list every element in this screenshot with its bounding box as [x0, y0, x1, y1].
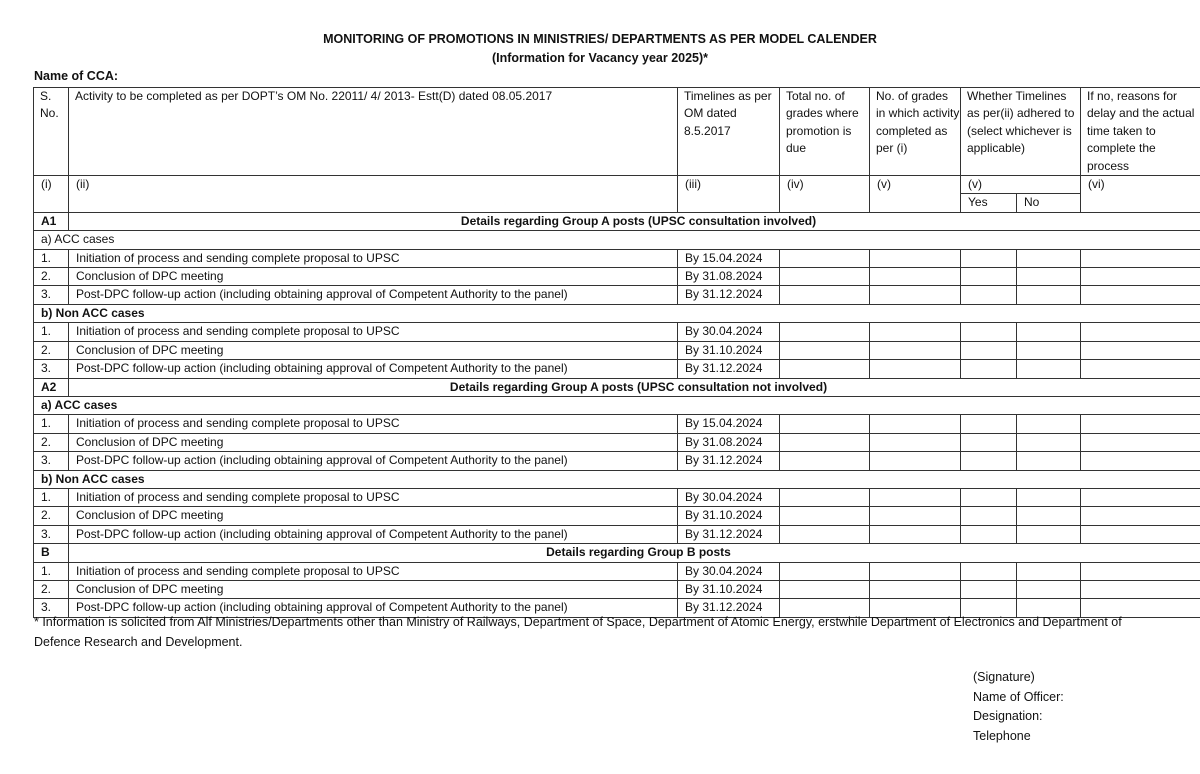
- promotion-monitoring-table: [33, 87, 1200, 618]
- entry-cell[interactable]: [780, 360, 870, 378]
- entry-cell[interactable]: [961, 525, 1017, 543]
- header-activity: Activity to be completed as per DOPT’s OM No. 22011/ 4/ 2013- Estt(D) dated 08.05.2017: [69, 88, 678, 176]
- entry-cell[interactable]: [780, 323, 870, 341]
- entry-cell[interactable]: [1081, 580, 1200, 598]
- entry-cell[interactable]: [870, 323, 961, 341]
- entry-cell[interactable]: [870, 286, 961, 304]
- row-number: 3.: [34, 452, 69, 470]
- row-number: 2.: [34, 268, 69, 286]
- col-num: (iii): [678, 176, 780, 213]
- header-total-grades: Total no. of grades where promotion is due: [780, 88, 870, 176]
- row-timeline: By 31.12.2024: [678, 360, 780, 378]
- header-reasons: If no, reasons for delay and the actual time taken to complete the process: [1081, 88, 1200, 176]
- col-num: (i): [34, 176, 69, 213]
- entry-cell[interactable]: [1081, 507, 1200, 525]
- entry-cell[interactable]: [961, 323, 1017, 341]
- cca-label: Name of CCA:: [34, 69, 119, 83]
- row-activity: Conclusion of DPC meeting: [69, 580, 678, 598]
- row-timeline: By 31.10.2024: [678, 580, 780, 598]
- footnote: * Information is solicited from Alf Ministries/Departments other than Ministry of Railways, Department of Space, Department of Atomic Energy, erstwhile Department of Electronics and Department of Defence Research and Development.: [34, 615, 1122, 649]
- section-title: Details regarding Group A posts (UPSC consultation involved): [69, 212, 1200, 230]
- entry-cell[interactable]: [870, 268, 961, 286]
- table-row: [34, 341, 1200, 359]
- subsection-row: [34, 304, 1200, 322]
- row-number: 3.: [34, 599, 69, 617]
- row-number: 1.: [34, 323, 69, 341]
- entry-cell[interactable]: [870, 580, 961, 598]
- col-num: (vi): [1081, 176, 1200, 213]
- subsection-label: a) ACC cases: [34, 396, 1200, 414]
- entry-cell[interactable]: [961, 249, 1017, 267]
- row-number: 2.: [34, 507, 69, 525]
- table-row: [34, 507, 1200, 525]
- section-code: B: [34, 544, 69, 562]
- row-activity: Post-DPC follow-up action (including obtaining approval of Competent Authority to the panel): [69, 452, 678, 470]
- entry-cell[interactable]: [1081, 323, 1200, 341]
- officer-name-label: Name of Officer:: [973, 689, 1064, 704]
- table-row: [34, 360, 1200, 378]
- row-number: 3.: [34, 525, 69, 543]
- row-timeline: By 31.12.2024: [678, 286, 780, 304]
- row-timeline: By 30.04.2024: [678, 488, 780, 506]
- no-label: No: [1017, 194, 1081, 212]
- entry-cell[interactable]: [780, 415, 870, 433]
- entry-cell[interactable]: [961, 433, 1017, 451]
- entry-cell[interactable]: [961, 360, 1017, 378]
- entry-cell[interactable]: [780, 507, 870, 525]
- header-timelines: Timelines as per OM dated 8.5.2017: [678, 88, 780, 176]
- table-row: [34, 268, 1200, 286]
- entry-cell[interactable]: [1017, 433, 1081, 451]
- row-timeline: By 31.08.2024: [678, 268, 780, 286]
- entry-cell[interactable]: [1017, 507, 1081, 525]
- table-row: [34, 562, 1200, 580]
- entry-cell[interactable]: [780, 433, 870, 451]
- entry-cell[interactable]: [1081, 525, 1200, 543]
- entry-cell[interactable]: [870, 452, 961, 470]
- entry-cell[interactable]: [780, 488, 870, 506]
- header-row: [34, 88, 1200, 176]
- entry-cell[interactable]: [1081, 415, 1200, 433]
- row-number: 2.: [34, 433, 69, 451]
- entry-cell[interactable]: [870, 488, 961, 506]
- subsection-label: a) ACC cases: [34, 231, 1200, 249]
- entry-cell[interactable]: [780, 562, 870, 580]
- table-row: [34, 433, 1200, 451]
- header-adhered: Whether Timelines as per(ii) adhered to (select whichever is applicable): [961, 88, 1081, 176]
- subsection-label: b) Non ACC cases: [34, 470, 1200, 488]
- entry-cell[interactable]: [780, 249, 870, 267]
- entry-cell[interactable]: [1081, 360, 1200, 378]
- table-row: [34, 452, 1200, 470]
- entry-cell[interactable]: [1017, 452, 1081, 470]
- row-timeline: By 30.04.2024: [678, 562, 780, 580]
- entry-cell[interactable]: [870, 507, 961, 525]
- entry-cell[interactable]: [780, 341, 870, 359]
- row-activity: Post-DPC follow-up action (including obtaining approval of Competent Authority to the panel): [69, 286, 678, 304]
- row-timeline: By 15.04.2024: [678, 415, 780, 433]
- row-number: 2.: [34, 580, 69, 598]
- header-grades-completed: No. of grades in which activity completed as per (i): [870, 88, 961, 176]
- entry-cell[interactable]: [780, 580, 870, 598]
- row-activity: Initiation of process and sending complete proposal to UPSC: [69, 323, 678, 341]
- section-title: Details regarding Group A posts (UPSC consultation not involved): [69, 378, 1200, 396]
- entry-cell[interactable]: [1017, 268, 1081, 286]
- entry-cell[interactable]: [1017, 323, 1081, 341]
- entry-cell[interactable]: [1081, 433, 1200, 451]
- entry-cell[interactable]: [961, 562, 1017, 580]
- table-row: [34, 415, 1200, 433]
- row-activity: Conclusion of DPC meeting: [69, 341, 678, 359]
- row-activity: Initiation of process and sending complete proposal to UPSC: [69, 415, 678, 433]
- row-timeline: By 31.12.2024: [678, 452, 780, 470]
- table-row: [34, 580, 1200, 598]
- entry-cell[interactable]: [1081, 286, 1200, 304]
- column-number-row: [34, 176, 1200, 194]
- table-row: [34, 488, 1200, 506]
- row-timeline: By 31.12.2024: [678, 599, 780, 617]
- telephone-label: Telephone: [973, 728, 1031, 743]
- section-code: A1: [34, 212, 69, 230]
- section-title: Details regarding Group B posts: [69, 544, 1200, 562]
- row-activity: Conclusion of DPC meeting: [69, 507, 678, 525]
- entry-cell[interactable]: [1017, 415, 1081, 433]
- row-activity: Initiation of process and sending complete proposal to UPSC: [69, 249, 678, 267]
- entry-cell[interactable]: [870, 341, 961, 359]
- document-title: MONITORING OF PROMOTIONS IN MINISTRIES/ DEPARTMENTS AS PER MODEL CALENDER: [323, 32, 877, 46]
- row-activity: Initiation of process and sending complete proposal to UPSC: [69, 488, 678, 506]
- signature-label: (Signature): [973, 670, 1035, 684]
- col-num: (v): [961, 176, 1081, 194]
- document-subtitle: (Information for Vacancy year 2025)*: [491, 51, 709, 65]
- row-number: 1.: [34, 249, 69, 267]
- header-sno: S. No.: [34, 88, 69, 176]
- row-activity: Conclusion of DPC meeting: [69, 433, 678, 451]
- table-row: [34, 525, 1200, 543]
- section-header-a2: [34, 378, 1200, 396]
- entry-cell[interactable]: [780, 452, 870, 470]
- entry-cell[interactable]: [961, 286, 1017, 304]
- section-code: A2: [34, 378, 69, 396]
- entry-cell[interactable]: [1017, 525, 1081, 543]
- entry-cell[interactable]: [961, 580, 1017, 598]
- row-activity: Post-DPC follow-up action (including obtaining approval of Competent Authority to the panel): [69, 360, 678, 378]
- entry-cell[interactable]: [961, 507, 1017, 525]
- entry-cell[interactable]: [870, 360, 961, 378]
- entry-cell[interactable]: [870, 433, 961, 451]
- entry-cell[interactable]: [1017, 360, 1081, 378]
- row-activity: Post-DPC follow-up action (including obtaining approval of Competent Authority to the panel): [69, 599, 678, 617]
- entry-cell[interactable]: [1017, 286, 1081, 304]
- entry-cell[interactable]: [780, 268, 870, 286]
- table-row: [34, 286, 1200, 304]
- table-row: [34, 323, 1200, 341]
- subsection-row: [34, 470, 1200, 488]
- col-num: (ii): [69, 176, 678, 213]
- row-timeline: By 31.08.2024: [678, 433, 780, 451]
- entry-cell[interactable]: [1017, 341, 1081, 359]
- table-row: [34, 249, 1200, 267]
- entry-cell[interactable]: [780, 525, 870, 543]
- entry-cell[interactable]: [870, 525, 961, 543]
- signature-block: [973, 668, 1064, 746]
- entry-cell[interactable]: [961, 415, 1017, 433]
- row-number: 1.: [34, 562, 69, 580]
- entry-cell[interactable]: [1081, 249, 1200, 267]
- entry-cell[interactable]: [1081, 562, 1200, 580]
- row-timeline: By 30.04.2024: [678, 323, 780, 341]
- designation-label: Designation:: [973, 709, 1043, 723]
- entry-cell[interactable]: [1081, 488, 1200, 506]
- entry-cell[interactable]: [1017, 249, 1081, 267]
- section-header-a1: [34, 212, 1200, 230]
- entry-cell[interactable]: [961, 268, 1017, 286]
- col-num: (v): [870, 176, 961, 213]
- entry-cell[interactable]: [1081, 268, 1200, 286]
- row-timeline: By 31.12.2024: [678, 525, 780, 543]
- row-activity: Conclusion of DPC meeting: [69, 268, 678, 286]
- entry-cell[interactable]: [1081, 341, 1200, 359]
- entry-cell[interactable]: [961, 452, 1017, 470]
- entry-cell[interactable]: [870, 562, 961, 580]
- row-timeline: By 15.04.2024: [678, 249, 780, 267]
- row-number: 3.: [34, 286, 69, 304]
- col-num: (iv): [780, 176, 870, 213]
- entry-cell[interactable]: [1017, 580, 1081, 598]
- row-timeline: By 31.10.2024: [678, 507, 780, 525]
- row-number: 3.: [34, 360, 69, 378]
- entry-cell[interactable]: [870, 415, 961, 433]
- subsection-label: b) Non ACC cases: [34, 304, 1200, 322]
- entry-cell[interactable]: [961, 488, 1017, 506]
- row-number: 1.: [34, 415, 69, 433]
- entry-cell[interactable]: [780, 286, 870, 304]
- section-header-b: [34, 544, 1200, 562]
- entry-cell[interactable]: [870, 249, 961, 267]
- entry-cell[interactable]: [1081, 452, 1200, 470]
- row-number: 1.: [34, 488, 69, 506]
- subsection-row: [34, 396, 1200, 414]
- entry-cell[interactable]: [1017, 488, 1081, 506]
- entry-cell[interactable]: [1017, 562, 1081, 580]
- yes-label: Yes: [961, 194, 1017, 212]
- row-timeline: By 31.10.2024: [678, 341, 780, 359]
- row-number: 2.: [34, 341, 69, 359]
- entry-cell[interactable]: [961, 341, 1017, 359]
- row-activity: Initiation of process and sending complete proposal to UPSC: [69, 562, 678, 580]
- subsection-row: [34, 231, 1200, 249]
- row-activity: Post-DPC follow-up action (including obtaining approval of Competent Authority to the panel): [69, 525, 678, 543]
